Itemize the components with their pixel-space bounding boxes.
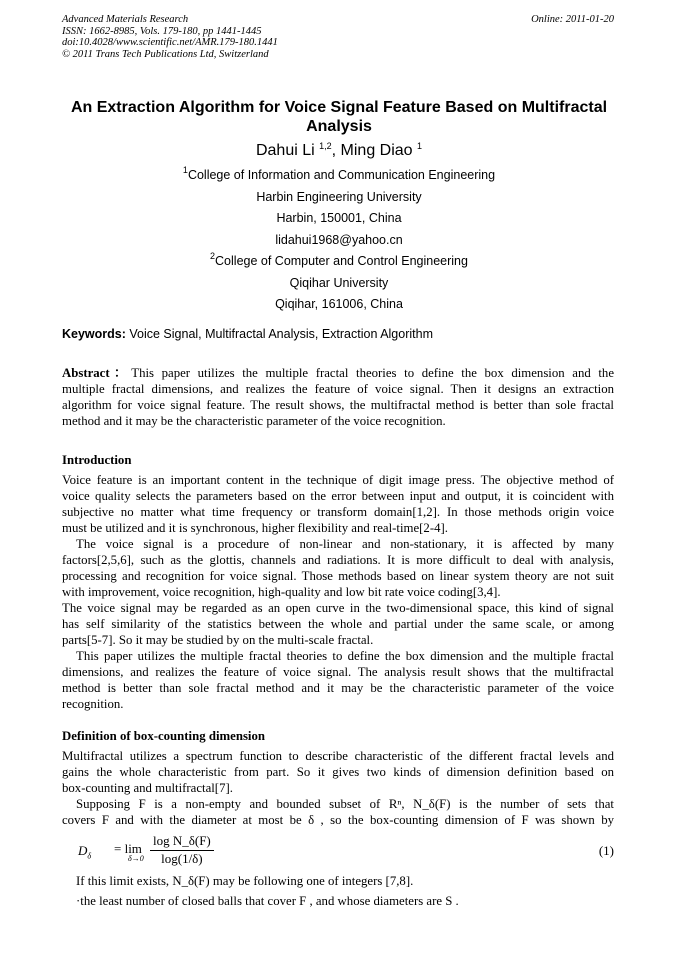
journal-name: Advanced Materials Research [62,14,189,25]
eq-sub: δ [87,851,92,861]
eq-numerator: log N_δ(F) [150,833,214,851]
affiliation-line [0,165,678,187]
affil-text: Qiqihar University [289,275,389,290]
definition-section [62,728,614,828]
keywords-text: Voice Signal, Multifractal Analysis, Extraction Algorithm [125,327,433,341]
affil-sup: 1 [182,165,188,175]
separator: , [331,142,341,159]
doi: doi:10.4028/www.scientific.net/AMR.179-180.1441 [62,37,278,48]
eq-lhs [78,843,91,861]
author-affil-sup: 1 [417,141,423,151]
paper-title [40,98,638,136]
text-line: box-counting and multifractal[7]. [62,781,233,795]
abstract-line [62,365,614,381]
text-line: ·the least number of closed balls that cover F , and whose diameters are S . [76,894,459,908]
section-heading: Definition of box-counting dimension [62,729,266,743]
title-line: Analysis [306,118,372,135]
text-line: factors[2,5,6], such as the glottis, channels and radiations. It is more difficult to deal with analysis, [62,553,614,567]
text-line: Supposing F is a non-empty and bounded subset of Rⁿ, N_δ(F) is the number of sets that [76,797,614,811]
text-line: recognition. [62,697,124,711]
text-line: parts[5-7]. So it may be studied by on the multi-scale fractal. [62,633,374,647]
affiliation-line [0,294,678,316]
eq-fraction [150,833,214,867]
text-line: voice quality selects the parameters based on the error between input and output, it is coincident with [62,489,614,503]
affil-text: lidahui1968@yahoo.cn [275,232,403,247]
text-line: Multifractal utilizes a spectrum function to describe characteristic of the different fractal levels and [62,749,614,763]
text-line: multiple fractal dimensions, and realizes the feature of voice signal. Then it designs an extraction [62,382,614,396]
eq-lim-sub: δ→0 [128,854,144,863]
journal-info [62,14,278,60]
text-line: If this limit exists, N_δ(F) may be following one of integers [7,8]. [76,874,414,888]
copyright: © 2011 Trans Tech Publications Ltd, Switzerland [62,48,269,60]
equation-number: (1) [598,843,614,858]
keywords-label: Keywords: [62,327,126,341]
text-line: has self similarity of the statistics between the whole and partial under the same scale, or among [62,617,614,631]
affil-text: College of Computer and Control Engineering [215,254,468,268]
text-line: processing and recognition for voice signal. Those methods based on linear system theory are not suit [62,569,614,583]
affil-text: Harbin, 150001, China [276,211,402,225]
author-name: Ming Diao [340,142,413,159]
abstract-label: Abstract： [62,366,132,380]
abstract [62,365,614,429]
title-line: An Extraction Algorithm for Voice Signal Feature Based on Multifractal [70,99,608,116]
text-line: must be utilized and it is synchronous, higher flexibility and real-time[2-4]. [62,521,448,535]
text-line: gains the whole characteristic from part. So it gives two kinds of dimension definition based on [62,765,614,779]
affiliation-line [0,273,678,295]
introduction-section [62,452,614,712]
text-line: This paper utilizes the multiple fractal theories to define the box dimension and the multiple fractal [76,649,614,663]
text-line: method and it may be the characteristic parameter of the voice recognition. [62,414,446,428]
eq-lim: = lim [114,841,142,856]
text-line: dimensions, and realizes the feature of voice signal. The analysis result shows that the multifractal [62,665,614,679]
affil-sup: 2 [210,251,216,261]
affil-text: Qiqihar, 161006, China [275,297,403,311]
affiliation-line [0,208,678,230]
author-name: Dahui Li [255,142,315,159]
issn: ISSN: 1662-8985, Vols. 179-180, pp 1441-1445 [62,25,262,37]
text-line: The voice signal may be regarded as an open curve in the two-dimensional space, this kind of signal [62,601,614,615]
text-line: The voice signal is a procedure of non-linear and non-stationary, it is affected by many [76,537,614,551]
authors [0,142,678,160]
keywords [62,327,433,341]
affil-text: College of Information and Communication Engineering [187,168,496,182]
text-line: subjective no matter what time frequency or transform domain[1,2]. In those methods origin voice [62,505,614,519]
text-line: with improvement, voice recognition, high-quality and low bit rate voice coding[3,4]. [62,585,501,599]
online-date: Online: 2011-01-20 [531,14,614,25]
affiliation-line [0,187,678,209]
text-line: algorithm for voice signal feature. The result shows, the multifractal method is better than sole fractal [62,398,614,412]
eq-denominator: log(1/δ) [161,851,203,866]
section-heading: Introduction [62,453,132,467]
affiliation-line [0,230,678,252]
author-affil-sup: 1,2 [319,141,332,151]
line-text: This paper utilizes the multiple fractal theories to define the box dimension and the [131,366,614,380]
text-line: covers F and with the diameter at most be δ , so the box-counting dimension of F was shown by [62,813,614,827]
affiliation-line [0,251,678,273]
affil-text: Harbin Engineering University [256,189,422,204]
equation-1 [78,833,614,873]
affiliations [0,165,678,316]
eq-symbol: D [78,843,88,858]
after-equation [62,873,614,909]
text-line: method is better than sole fractal method and it may be the characteristic parameter of the voice [62,681,614,695]
eq-limit [114,841,144,863]
text-line: Voice feature is an important content in the technique of digit image press. The objective method of [62,473,614,487]
